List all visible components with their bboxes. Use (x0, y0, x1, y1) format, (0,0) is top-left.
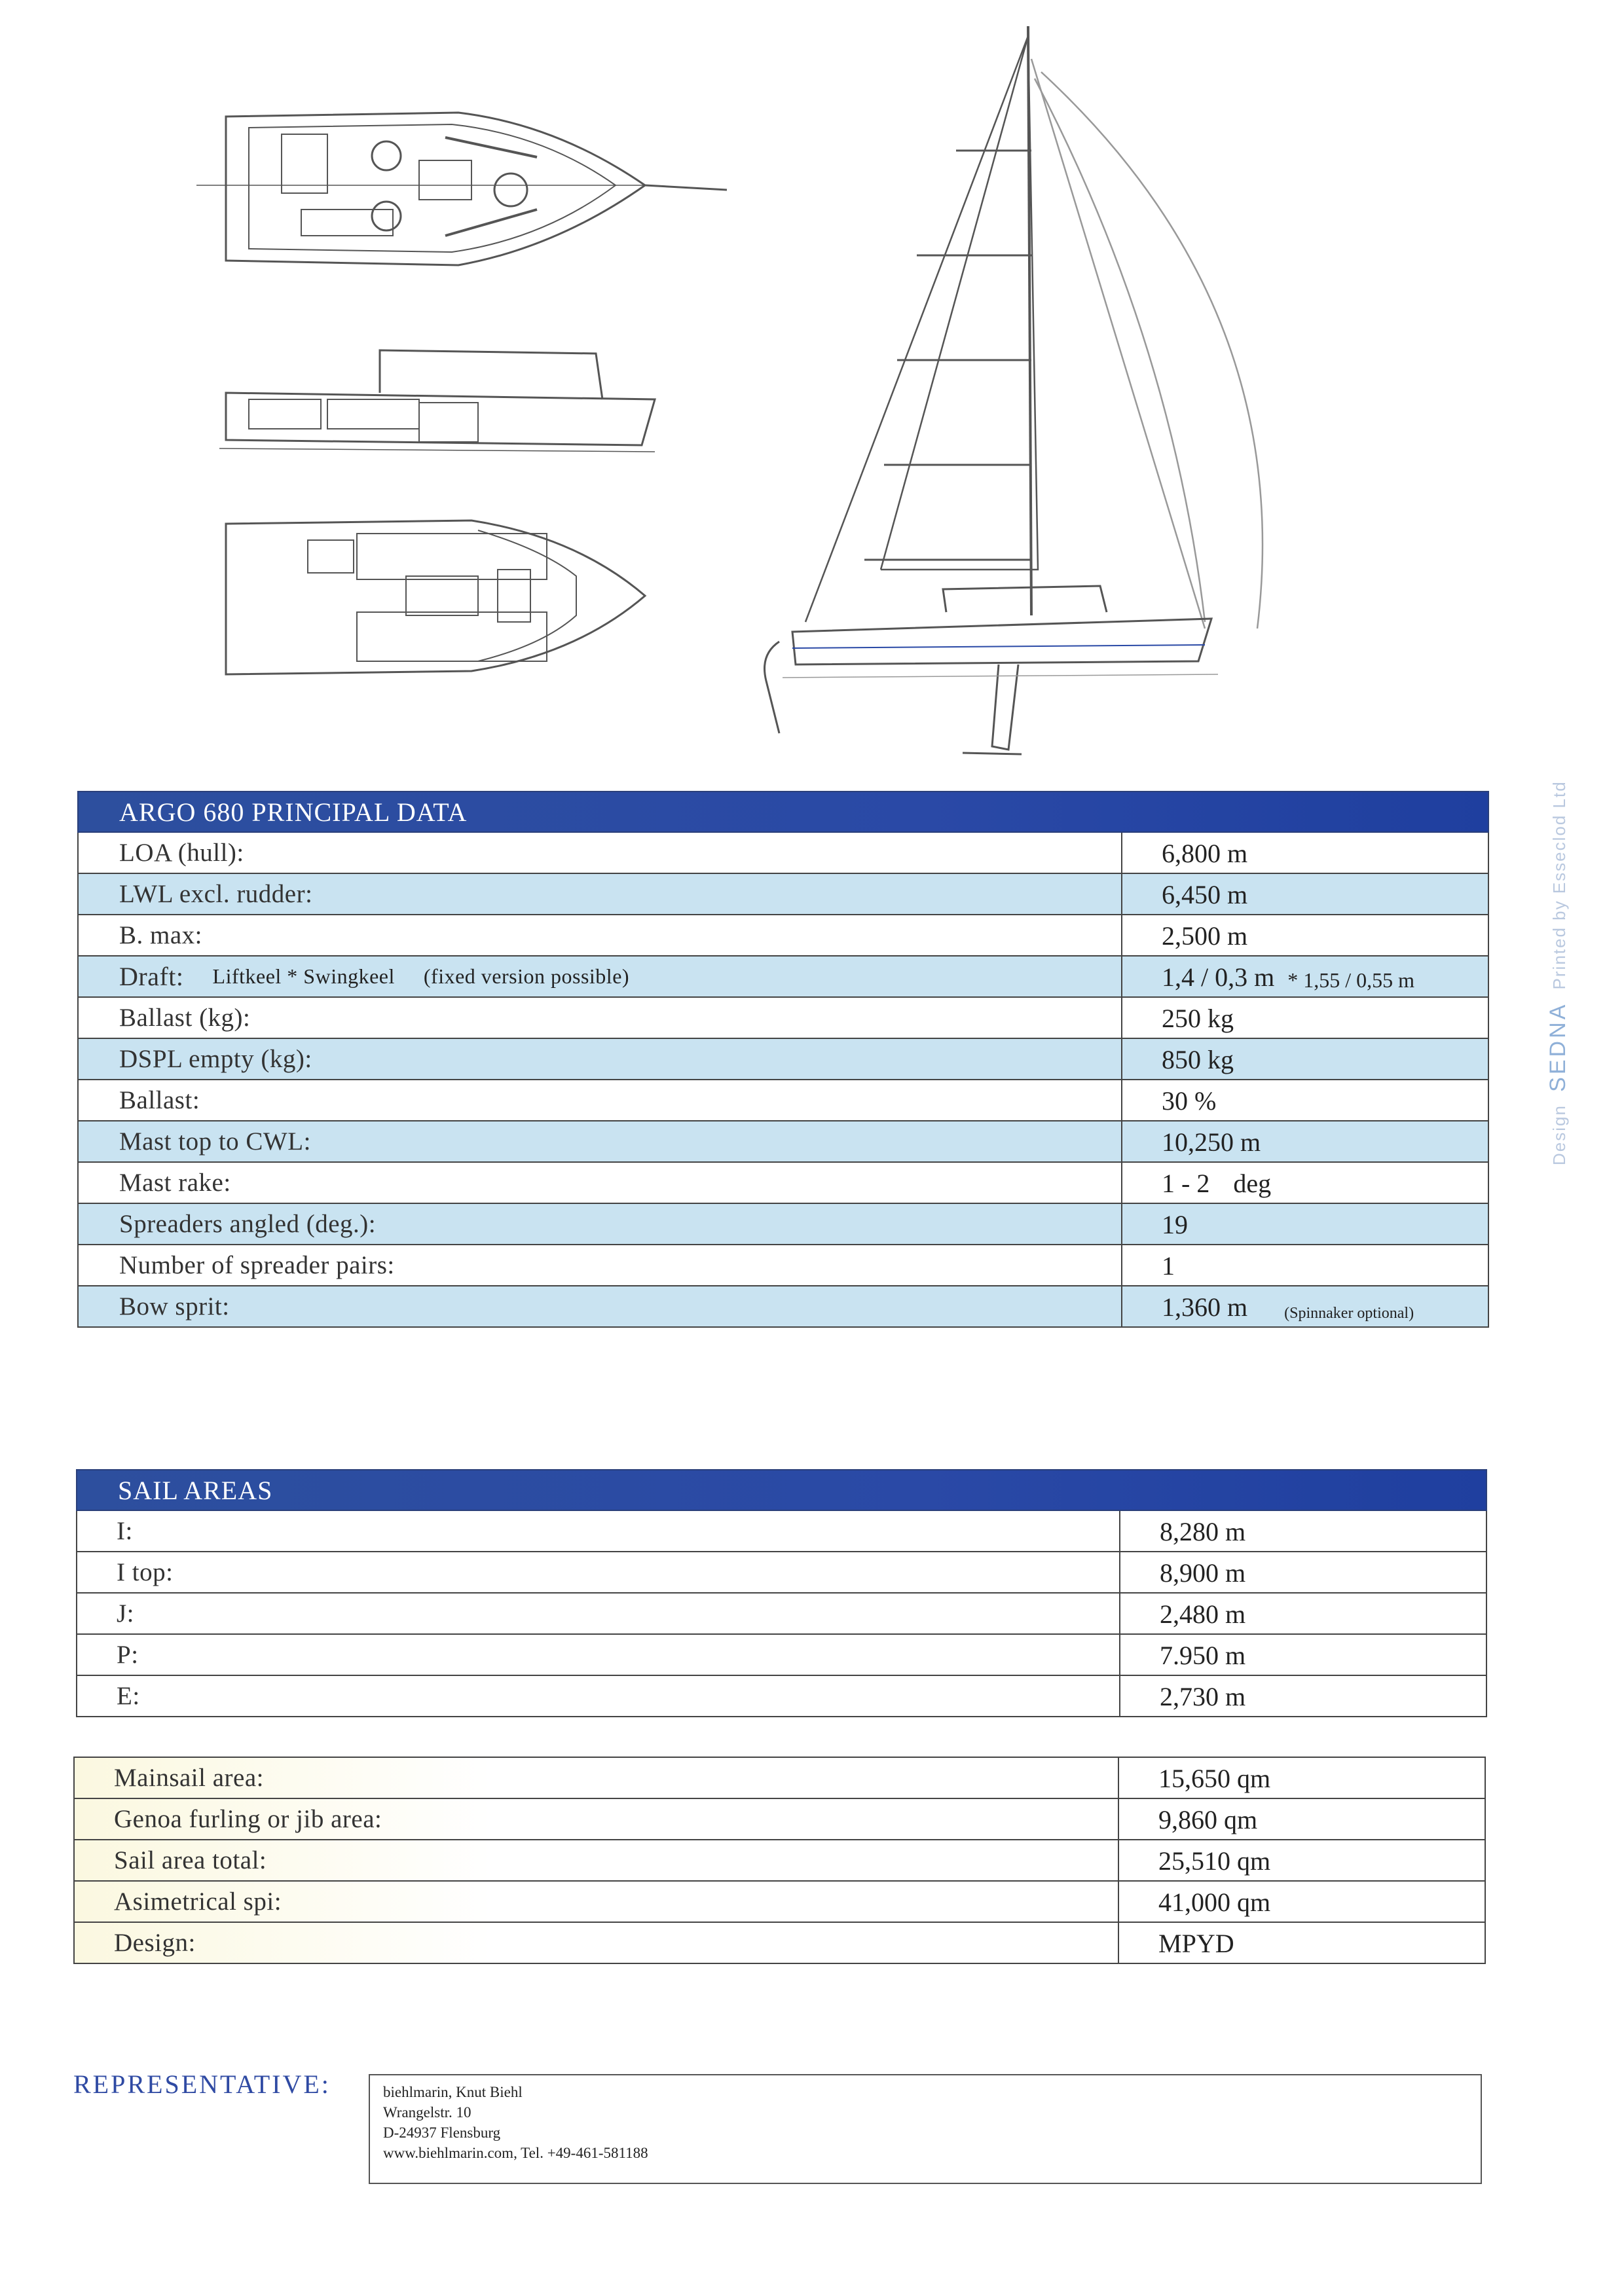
table-row (77, 1080, 1489, 1121)
row-label: Sail area total: (75, 1840, 1118, 1880)
table-row (77, 1039, 1489, 1080)
row-label: Mainsail area: (75, 1758, 1118, 1798)
sail-areas-table (76, 1469, 1487, 1717)
row-label: E: (117, 1682, 140, 1710)
table-row (76, 1552, 1487, 1594)
credit-prefix: Design (1549, 1104, 1569, 1165)
row-value (1121, 1163, 1488, 1203)
table-row (76, 1676, 1487, 1717)
row-value (1121, 957, 1488, 996)
draft-swing-value: * 1,55 / 0,55 m (1287, 968, 1415, 992)
row-value: 7.950 m (1119, 1635, 1486, 1675)
sail-plan-drawing (765, 26, 1263, 754)
row-value: 10,250 m (1121, 1121, 1488, 1161)
deck-plan-drawing (196, 113, 727, 265)
mast-rake-value: 1 - 2 (1162, 1169, 1210, 1198)
row-label: Design: (75, 1923, 1118, 1963)
table-row (73, 1758, 1486, 1799)
row-value: MPYD (1118, 1923, 1485, 1963)
representative-address-box (369, 2074, 1482, 2184)
vertical-credit (1545, 780, 1571, 1165)
credit-suffix: Printed by Esseclod Ltd (1549, 780, 1569, 990)
draft-fixed-note: (fixed version possible) (423, 964, 630, 988)
mast-rake-unit: deg (1233, 1169, 1272, 1198)
table-row (73, 1799, 1486, 1840)
row-label: LOA (hull): (119, 839, 244, 867)
principal-data-title: ARGO 680 PRINCIPAL DATA (77, 791, 1489, 833)
table-row (77, 957, 1489, 998)
table-row (77, 1245, 1489, 1286)
table-row (73, 1840, 1486, 1882)
table-row (77, 1286, 1489, 1328)
table-row (76, 1511, 1487, 1552)
row-label: I: (117, 1517, 133, 1545)
representative-contact: www.biehlmarin.com, Tel. +49-461-581188 (383, 2145, 648, 2161)
row-label: Mast rake: (119, 1169, 231, 1197)
row-label: I top: (117, 1558, 174, 1586)
table-row (76, 1635, 1487, 1676)
credit-brand: SEDNA (1545, 1002, 1570, 1092)
row-label: Ballast: (119, 1086, 200, 1114)
table-row (77, 1204, 1489, 1245)
row-value: 6,450 m (1121, 874, 1488, 914)
row-value: 8,900 m (1119, 1552, 1486, 1592)
row-label: DSPL empty (kg): (79, 1039, 1121, 1079)
row-value: 30 % (1121, 1080, 1488, 1120)
table-row (77, 833, 1489, 874)
row-label: B. max: (119, 921, 202, 949)
row-label (79, 957, 1121, 996)
bow-sprit-value: 1,360 m (1162, 1292, 1248, 1322)
representative-name: biehlmarin, Knut Biehl (383, 2084, 523, 2100)
row-value: 41,000 qm (1118, 1882, 1485, 1922)
table-row (77, 874, 1489, 915)
row-value: 850 kg (1121, 1039, 1488, 1079)
row-label: Genoa furling or jib area: (75, 1799, 1118, 1839)
bow-sprit-note: (Spinnaker optional) (1284, 1305, 1414, 1322)
row-value: 1 (1121, 1245, 1488, 1285)
draft-keel-types: Liftkeel * Swingkeel (212, 964, 395, 988)
table-row (77, 1121, 1489, 1163)
row-value (1121, 1286, 1488, 1326)
row-value: 15,650 qm (1118, 1758, 1485, 1798)
table-row (73, 1882, 1486, 1923)
row-label: Asimetrical spi: (75, 1882, 1118, 1922)
sail-area-totals-table (73, 1757, 1486, 1964)
row-label: Number of spreader pairs: (119, 1251, 395, 1279)
draft-label: Draft: (119, 962, 184, 991)
row-value: 250 kg (1121, 998, 1488, 1038)
representative-label: REPRESENTATIVE: (73, 2069, 331, 2099)
row-label: LWL excl. rudder: (79, 874, 1121, 914)
row-value: 8,280 m (1119, 1511, 1486, 1551)
row-label: P: (117, 1641, 139, 1669)
row-value: 9,860 qm (1118, 1799, 1485, 1839)
representative-street: Wrangelstr. 10 (383, 2104, 471, 2121)
row-value: 2,730 m (1119, 1676, 1486, 1716)
row-value: 6,800 m (1121, 833, 1488, 873)
table-row (77, 998, 1489, 1039)
row-label: Mast top to CWL: (79, 1121, 1121, 1161)
yacht-drawings (0, 0, 1624, 773)
interior-plan-drawing (226, 520, 645, 674)
table-row (77, 1163, 1489, 1204)
principal-data-table (77, 791, 1489, 1328)
representative-city: D-24937 Flensburg (383, 2124, 501, 2141)
draft-value: 1,4 / 0,3 m (1162, 962, 1275, 992)
row-label: Spreaders angled (deg.): (79, 1204, 1121, 1244)
row-label: Ballast (kg): (119, 1004, 251, 1032)
row-value: 2,480 m (1119, 1594, 1486, 1633)
table-row (77, 915, 1489, 957)
row-value: 25,510 qm (1118, 1840, 1485, 1880)
row-value: 2,500 m (1121, 915, 1488, 955)
side-profile-drawing (219, 350, 655, 452)
table-row (76, 1594, 1487, 1635)
row-value: 19 (1121, 1204, 1488, 1244)
table-row (73, 1923, 1486, 1964)
row-label: J: (117, 1599, 135, 1628)
row-label: Bow sprit: (79, 1286, 1121, 1326)
sail-areas-title: SAIL AREAS (76, 1469, 1487, 1511)
